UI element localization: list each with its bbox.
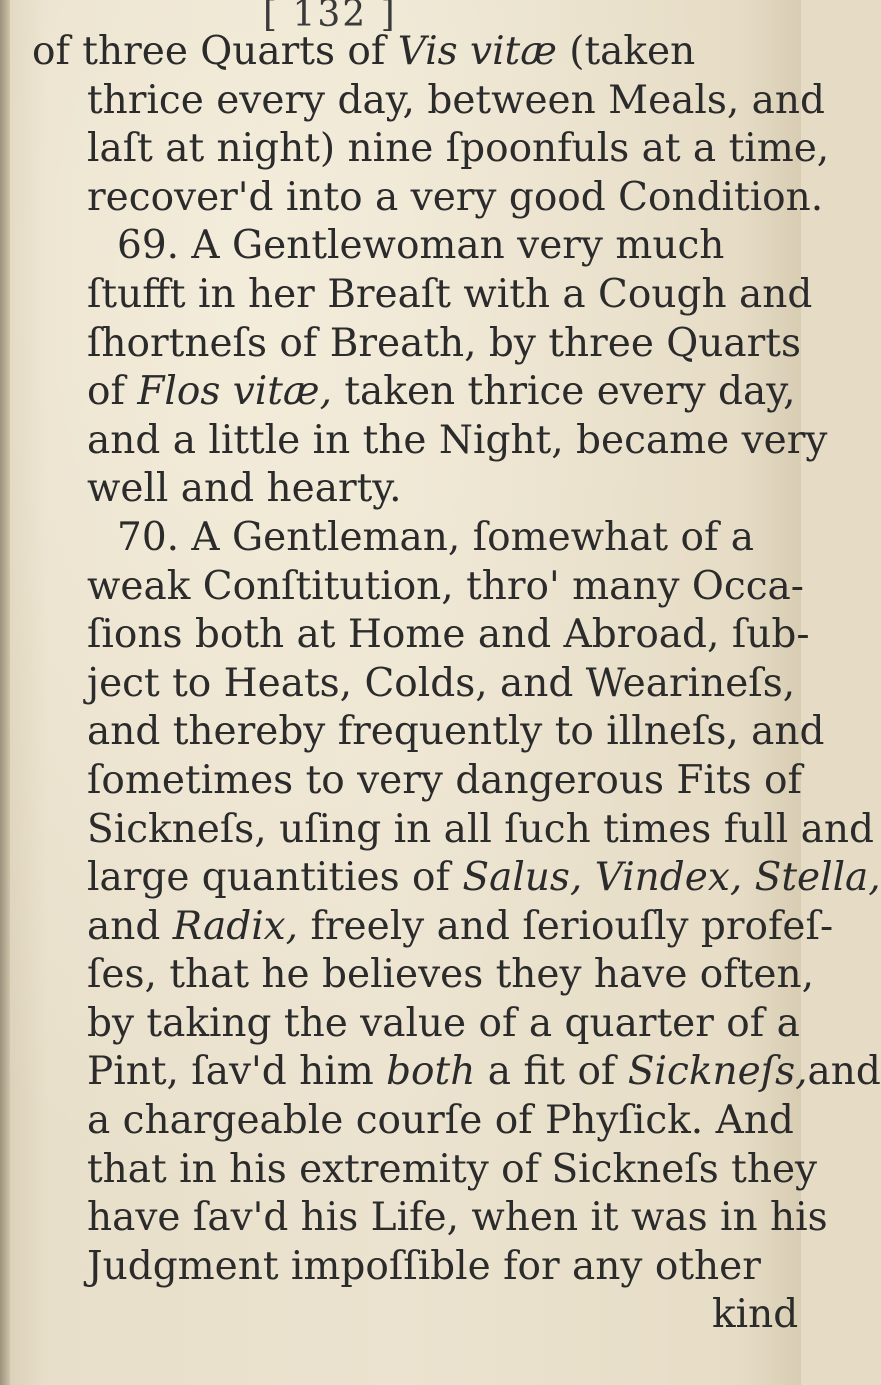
text-line: Sickneſs, uſing in all ſuch times full and	[87, 806, 874, 852]
text-line: that in his extremity of Sickneſs they	[87, 1146, 818, 1192]
text-line: have ſav'd his Life, when it was in his	[87, 1195, 828, 1241]
text-line: ſes, that he believes they have often,	[87, 952, 814, 998]
text-line: Pint, ſav'd him both a fit of Sickneſs,and	[87, 1049, 881, 1095]
text-line: and thereby frequently to illneſs, and	[87, 709, 825, 755]
text-line: of Flos vitæ, taken thrice every day,	[87, 369, 796, 415]
catchword: kind	[712, 1292, 799, 1338]
text-line: recover'd into a very good Condition.	[87, 174, 824, 220]
text-line: 70. A Gentleman, ſomewhat of a	[117, 514, 755, 560]
text-line: large quantities of Salus, Vindex, Stella,	[87, 855, 881, 901]
text-line: by taking the value of a quarter of a	[87, 1000, 800, 1046]
page-edge-shadow	[0, 0, 10, 1385]
text-line: and a little in the Night, became very	[87, 417, 828, 463]
text-line: ject to Heats, Colds, and Wearineſs,	[87, 660, 796, 706]
text-line: ſhortneſs of Breath, by three Quarts	[87, 320, 801, 366]
text-line: thrice every day, between Meals, and	[87, 77, 826, 123]
text-line: well and hearty.	[87, 466, 402, 512]
page-number: [ 132 ]	[263, 0, 397, 35]
text-line: laſt at night) nine ſpoonfuls at a time,	[87, 126, 830, 172]
text-line: ſtufft in her Breaſt with a Cough and	[87, 271, 813, 317]
text-line: a chargeable courſe of Phyſick. And	[87, 1098, 794, 1144]
text-line: weak Conſtitution, thro' many Occa-	[87, 563, 804, 609]
text-line: ſions both at Home and Abroad, ſub-	[87, 612, 810, 658]
text-line: 69. A Gentlewoman very much	[117, 223, 725, 269]
text-line: of three Quarts of Vis vitæ (taken	[32, 29, 696, 74]
text-line: ſometimes to very dangerous Fits of	[87, 757, 802, 803]
text-line: Judgment impoſſible for any other	[87, 1243, 761, 1289]
text-line: and Radix, freely and ſeriouſly profeſ-	[87, 903, 834, 949]
body-text	[22, 28, 881, 1340]
